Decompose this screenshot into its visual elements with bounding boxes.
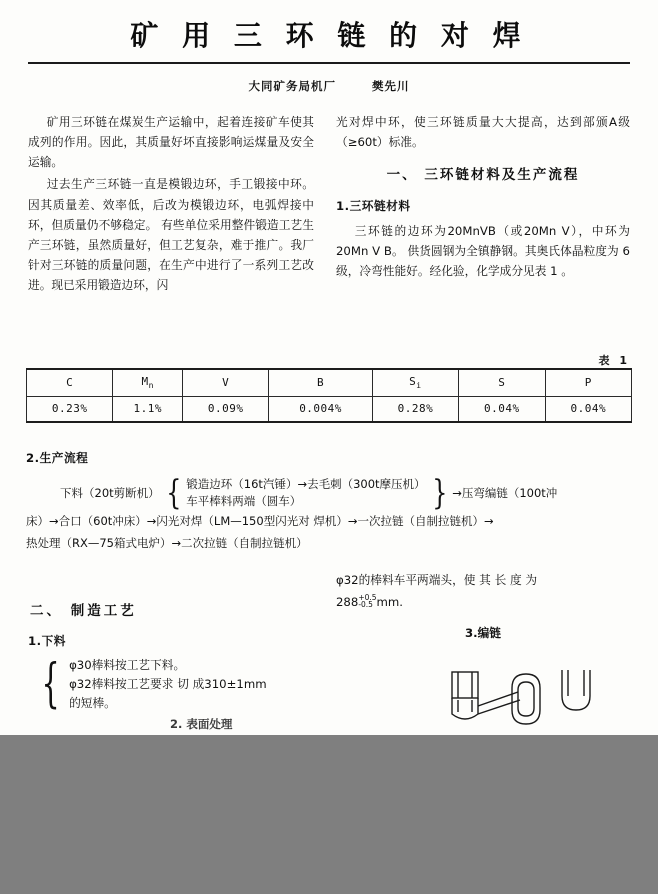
xialiao-brace-block — [34, 653, 314, 714]
section-heading-1: 一、 三环链材料及生产流程 — [386, 167, 580, 184]
paragraph: φ32的棒料车平两端头，使 其 长 度 为 — [336, 573, 538, 587]
page-title: 矿 用 三 环 链 的 对 焊 — [130, 19, 528, 52]
composition-table — [26, 368, 632, 423]
paragraph: 光对焊中环，使三环链质量大大提高，达到部颁A级（≥60t）标准。 — [336, 115, 630, 150]
table-cell: 0.09% — [183, 397, 269, 423]
lower-left-block — [28, 588, 314, 713]
flow-row-2: 床）→合口（60t冲床）→闪光对焊（LM—150型闪光对 焊机）→一次拉链（自制拉链机）→ — [26, 514, 494, 529]
subsection-heading-1-2: 2.生产流程 — [26, 451, 89, 465]
table-cell: 0.23% — [27, 397, 113, 423]
table-header-cell: S — [459, 369, 545, 397]
left-brace-icon: { — [41, 653, 60, 714]
tolerance-upper: +0.5 — [358, 592, 377, 602]
flow-branch-bottom: 车平棒料两端（圆车） — [186, 494, 302, 509]
subsection-heading-1-1: 1.三环链材料 — [336, 199, 411, 214]
table-cell: 0.004% — [269, 397, 372, 423]
table-cell: 0.04% — [459, 397, 545, 423]
flow-branch-top: 锻造边环（16t汽锤）→去毛刺（300t摩压机） — [186, 476, 426, 491]
left-brace-icon: { — [165, 472, 182, 513]
table-header-cell: $S_i$ — [372, 369, 458, 397]
xialiao-line: φ30棒料按工艺下料。 — [69, 657, 186, 672]
flow-start: 下料（20t剪断机） — [60, 485, 160, 500]
dimension-line — [336, 592, 630, 612]
production-flow — [26, 448, 632, 554]
table-header-cell: $M_n$ — [113, 369, 183, 397]
lower-right-block — [336, 570, 630, 647]
xialiao-line: 的短棒。 — [69, 695, 116, 710]
subsection-heading-2-2: 2. 表面处理 — [170, 717, 233, 731]
table-cell: 0.28% — [372, 397, 458, 423]
bottom-gray-band — [0, 735, 658, 894]
byline-org: 大同矿务局机厂 — [248, 79, 336, 93]
right-column — [336, 112, 630, 283]
dimension-unit: mm. — [376, 595, 404, 610]
flow-row-3: 热处理（RX—75箱式电炉）→二次拉链（自制拉链机） — [26, 535, 308, 550]
paragraph: 矿用三环链在煤炭生产运输中，起着连接矿车使其成列的作用。因此，其质量好坏直接影响运煤量及安全运输。 — [28, 115, 314, 170]
left-column — [28, 112, 314, 297]
title-divider — [28, 62, 630, 64]
paragraph: 过去生产三环链一直是模锻边环，手工锻接中环。因其质量差、效率低，后改为模锻边环，电弧焊接中环，但质量仍不够稳定。 有些单位采用整件锻造工艺生产三环链，虽然质量好，但工艺复杂，难于推广。我厂针对三环链的质量问题，在生产中进行了一系列工艺改进。现已采用锻造边环，闪 — [28, 177, 314, 292]
byline-author: 樊先川 — [372, 79, 410, 93]
chain-link-figure — [430, 666, 630, 735]
table-label: 表 1 — [598, 354, 630, 367]
flow-branches — [186, 476, 425, 512]
table-row — [27, 397, 632, 423]
table-header-cell: V — [183, 369, 269, 397]
table-header-row — [27, 369, 632, 397]
flow-row-1 — [60, 472, 632, 513]
dimension-value: 288 — [336, 595, 359, 610]
subsection-heading-2-3: 3.编链 — [465, 625, 501, 640]
table-header-cell: P — [545, 369, 631, 397]
table-cell: 1.1% — [113, 397, 183, 423]
dimension-tolerance — [358, 594, 376, 610]
section-heading-2: 二、 制造工艺 — [30, 603, 137, 619]
flow-after-brace: →压弯编链（100t冲 — [452, 485, 558, 500]
byline — [0, 78, 658, 94]
subsection-heading-2-1: 1.下料 — [28, 633, 66, 648]
xialiao-line: φ32棒料按工艺要求 切 成310±1mm — [69, 676, 267, 691]
xialiao-lines — [69, 656, 267, 713]
right-brace-icon: } — [431, 472, 447, 513]
table-header-cell: C — [27, 369, 113, 397]
table-header-cell: B — [269, 369, 372, 397]
tolerance-lower: -0.5 — [358, 600, 373, 610]
paragraph: 三环链的边环为20MnVB（或20Mn V），中环为20Mn V B。 供货圆钢为全镇静钢。其奥氏体晶粒度为 6 级，冷弯性能好。经化验，化学成分见表 1 。 — [336, 223, 630, 278]
table-cell: 0.04% — [545, 397, 631, 423]
